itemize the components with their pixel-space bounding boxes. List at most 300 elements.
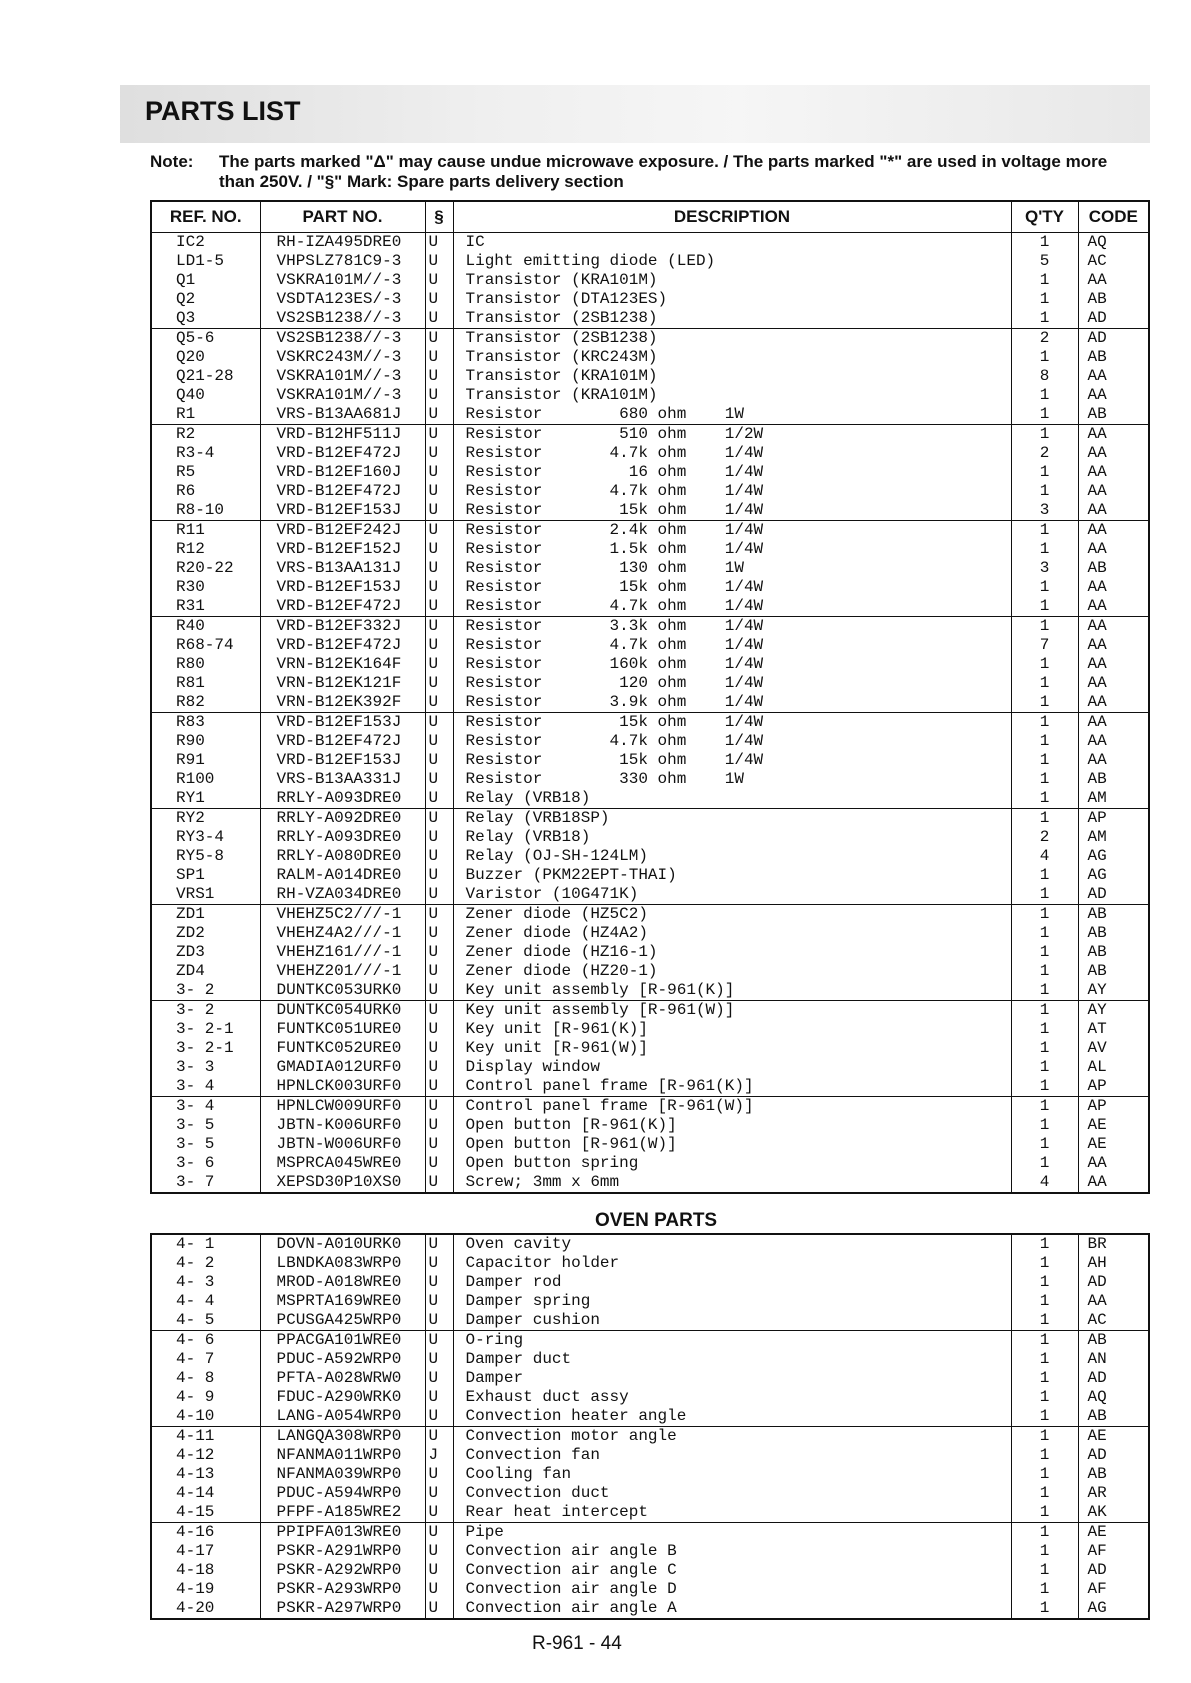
part-no-cell: DUNTKC053URK0	[260, 981, 425, 1001]
section-mark-cell: U	[425, 732, 453, 751]
ref-no-cell: 4- 3	[151, 1273, 260, 1292]
table-row	[151, 1001, 1149, 1021]
code-cell: AB	[1078, 1407, 1149, 1427]
part-no-cell: VS2SB1238//-3	[260, 309, 425, 329]
code-cell: AD	[1078, 309, 1149, 329]
section-mark-cell: U	[425, 1407, 453, 1427]
description-cell: Control panel frame [R-961(K)]	[453, 1077, 1011, 1097]
part-no-cell: VRD-B12EF160J	[260, 463, 425, 482]
section-mark-cell: U	[425, 1234, 453, 1254]
code-cell: AE	[1078, 1116, 1149, 1135]
part-no-cell: RH-VZA034DRE0	[260, 885, 425, 905]
section-mark-cell: U	[425, 597, 453, 617]
ref-no-cell: 3- 7	[151, 1173, 260, 1193]
qty-cell: 1	[1011, 981, 1078, 1001]
table-row	[151, 425, 1149, 445]
part-no-cell: PSKR-A291WRP0	[260, 1542, 425, 1561]
code-cell: AA	[1078, 617, 1149, 637]
table-row	[151, 1234, 1149, 1254]
part-no-cell: PFTA-A028WRW0	[260, 1369, 425, 1388]
part-no-cell: LANG-A054WRP0	[260, 1407, 425, 1427]
code-cell: AA	[1078, 271, 1149, 290]
qty-cell: 1	[1011, 1561, 1078, 1580]
table-row	[151, 444, 1149, 463]
table-row	[151, 981, 1149, 1001]
ref-no-cell: 3- 2-1	[151, 1020, 260, 1039]
table-row	[151, 521, 1149, 541]
part-no-cell: PSKR-A292WRP0	[260, 1561, 425, 1580]
table-row	[151, 1077, 1149, 1097]
description-cell: Key unit assembly [R-961(W)]	[453, 1001, 1011, 1021]
section-mark-cell: U	[425, 290, 453, 309]
code-cell: AT	[1078, 1020, 1149, 1039]
ref-no-cell: ZD1	[151, 905, 260, 925]
section-mark-cell: U	[425, 1427, 453, 1447]
ref-no-cell: 3- 6	[151, 1154, 260, 1173]
section-mark-cell: U	[425, 463, 453, 482]
code-cell: AB	[1078, 1465, 1149, 1484]
section-mark-cell: U	[425, 866, 453, 885]
section-mark-cell: U	[425, 693, 453, 713]
table-row	[151, 290, 1149, 309]
qty-cell: 1	[1011, 233, 1078, 253]
part-no-cell: JBTN-K006URF0	[260, 1116, 425, 1135]
description-cell: Capacitor holder	[453, 1254, 1011, 1273]
code-cell: AA	[1078, 444, 1149, 463]
part-no-cell: VRN-B12EK121F	[260, 674, 425, 693]
ref-no-cell: Q40	[151, 386, 260, 405]
ref-no-cell: 4- 9	[151, 1388, 260, 1407]
section-mark-cell: U	[425, 252, 453, 271]
part-no-cell: VRD-B12EF472J	[260, 636, 425, 655]
table-row	[151, 770, 1149, 789]
code-cell: AE	[1078, 1427, 1149, 1447]
table-row	[151, 713, 1149, 733]
description-cell: Screw; 3mm x 6mm	[453, 1173, 1011, 1193]
part-no-cell: VRN-B12EK392F	[260, 693, 425, 713]
table-row	[151, 1254, 1149, 1273]
part-no-cell: VRD-B12EF153J	[260, 751, 425, 770]
table-row	[151, 309, 1149, 329]
ref-no-cell: R1	[151, 405, 260, 425]
part-no-cell: PPIPFA013WRE0	[260, 1523, 425, 1543]
description-cell: Resistor 2.4k ohm 1/4W	[453, 521, 1011, 541]
section-mark-cell: U	[425, 636, 453, 655]
part-no-cell: VRD-B12EF152J	[260, 540, 425, 559]
part-no-cell: VS2SB1238//-3	[260, 329, 425, 349]
table-row	[151, 1058, 1149, 1077]
qty-cell: 1	[1011, 1116, 1078, 1135]
part-no-cell: VHEHZ201///-1	[260, 962, 425, 981]
section-mark-cell: U	[425, 713, 453, 733]
description-cell: Resistor 4.7k ohm 1/4W	[453, 732, 1011, 751]
part-no-cell: VHPSLZ781C9-3	[260, 252, 425, 271]
description-cell: Damper spring	[453, 1292, 1011, 1311]
note-label: Note:	[150, 152, 194, 171]
qty-cell: 1	[1011, 1001, 1078, 1021]
table-row	[151, 962, 1149, 981]
qty-cell: 2	[1011, 444, 1078, 463]
qty-cell: 1	[1011, 1058, 1078, 1077]
part-no-cell: LANGQA308WRP0	[260, 1427, 425, 1447]
oven-parts-table-body	[151, 1234, 1149, 1619]
section-mark-cell: U	[425, 1542, 453, 1561]
description-cell: Transistor (DTA123ES)	[453, 290, 1011, 309]
qty-cell: 1	[1011, 521, 1078, 541]
table-row	[151, 597, 1149, 617]
ref-no-cell: 4-19	[151, 1580, 260, 1599]
qty-cell: 1	[1011, 693, 1078, 713]
table-row	[151, 482, 1149, 501]
part-no-cell: DUNTKC054URK0	[260, 1001, 425, 1021]
code-cell: AP	[1078, 1097, 1149, 1117]
part-no-cell: XEPSD30P10XS0	[260, 1173, 425, 1193]
code-cell: AP	[1078, 809, 1149, 829]
description-cell: Resistor 4.7k ohm 1/4W	[453, 444, 1011, 463]
ref-no-cell: 4-10	[151, 1407, 260, 1427]
description-cell: Exhaust duct assy	[453, 1388, 1011, 1407]
description-cell: Resistor 120 ohm 1/4W	[453, 674, 1011, 693]
qty-cell: 1	[1011, 1039, 1078, 1058]
part-no-cell: NFANMA039WRP0	[260, 1465, 425, 1484]
table-row	[151, 1097, 1149, 1117]
code-cell: AG	[1078, 847, 1149, 866]
code-cell: AM	[1078, 828, 1149, 847]
table-row	[151, 405, 1149, 425]
table-row	[151, 1503, 1149, 1523]
part-no-cell: VRD-B12EF153J	[260, 713, 425, 733]
table-row	[151, 329, 1149, 349]
ref-no-cell: 4- 2	[151, 1254, 260, 1273]
description-cell: Convection fan	[453, 1446, 1011, 1465]
table-row	[151, 1350, 1149, 1369]
section-mark-cell: U	[425, 444, 453, 463]
part-no-cell: MSPRTA169WRE0	[260, 1292, 425, 1311]
description-cell: Damper	[453, 1369, 1011, 1388]
code-cell: AD	[1078, 329, 1149, 349]
table-row	[151, 1273, 1149, 1292]
ref-no-cell: Q2	[151, 290, 260, 309]
qty-cell: 1	[1011, 1331, 1078, 1351]
ref-no-cell: Q1	[151, 271, 260, 290]
section-mark-cell: U	[425, 962, 453, 981]
table-row	[151, 809, 1149, 829]
table-row	[151, 578, 1149, 597]
part-no-cell: FDUC-A290WRK0	[260, 1388, 425, 1407]
part-no-cell: VRD-B12EF472J	[260, 597, 425, 617]
description-cell: Buzzer (PKM22EPT-THAI)	[453, 866, 1011, 885]
part-no-cell: PSKR-A297WRP0	[260, 1599, 425, 1619]
table-row	[151, 540, 1149, 559]
qty-cell: 1	[1011, 386, 1078, 405]
qty-cell: 1	[1011, 1154, 1078, 1173]
code-cell: AQ	[1078, 1388, 1149, 1407]
part-no-cell: HPNLCW009URF0	[260, 1097, 425, 1117]
ref-no-cell: 4-11	[151, 1427, 260, 1447]
ref-no-cell: R40	[151, 617, 260, 637]
ref-no-cell: R6	[151, 482, 260, 501]
ref-no-cell: Q21-28	[151, 367, 260, 386]
code-cell: AA	[1078, 1173, 1149, 1193]
ref-no-cell: 4-14	[151, 1484, 260, 1503]
code-cell: AG	[1078, 866, 1149, 885]
code-cell: AY	[1078, 981, 1149, 1001]
part-no-cell: VSKRA101M//-3	[260, 367, 425, 386]
ref-no-cell: RY5-8	[151, 847, 260, 866]
qty-cell: 4	[1011, 1173, 1078, 1193]
part-no-cell: VHEHZ4A2///-1	[260, 924, 425, 943]
code-cell: AC	[1078, 252, 1149, 271]
page-title: PARTS LIST	[145, 96, 301, 126]
table-row	[151, 847, 1149, 866]
code-cell: AB	[1078, 924, 1149, 943]
description-cell: Convection air angle D	[453, 1580, 1011, 1599]
code-cell: AA	[1078, 674, 1149, 693]
qty-cell: 1	[1011, 1273, 1078, 1292]
code-cell: AL	[1078, 1058, 1149, 1077]
table-row	[151, 463, 1149, 482]
qty-cell: 1	[1011, 924, 1078, 943]
part-no-cell: GMADIA012URF0	[260, 1058, 425, 1077]
qty-cell: 1	[1011, 655, 1078, 674]
code-cell: AB	[1078, 290, 1149, 309]
qty-cell: 1	[1011, 1599, 1078, 1619]
ref-no-cell: 4-13	[151, 1465, 260, 1484]
qty-cell: 1	[1011, 1580, 1078, 1599]
qty-cell: 1	[1011, 674, 1078, 693]
qty-cell: 1	[1011, 1523, 1078, 1543]
qty-cell: 1	[1011, 1311, 1078, 1331]
code-cell: AD	[1078, 1273, 1149, 1292]
section-mark-cell: U	[425, 828, 453, 847]
table-row	[151, 1039, 1149, 1058]
qty-cell: 1	[1011, 770, 1078, 789]
description-cell: Display window	[453, 1058, 1011, 1077]
part-no-cell: VRD-B12EF472J	[260, 444, 425, 463]
ref-no-cell: RY1	[151, 789, 260, 809]
description-cell: Resistor 15k ohm 1/4W	[453, 713, 1011, 733]
ref-no-cell: VRS1	[151, 885, 260, 905]
qty-cell: 1	[1011, 1097, 1078, 1117]
ref-no-cell: Q3	[151, 309, 260, 329]
qty-cell: 1	[1011, 962, 1078, 981]
qty-cell: 1	[1011, 1292, 1078, 1311]
description-cell: Convection motor angle	[453, 1427, 1011, 1447]
part-no-cell: VRD-B12EF472J	[260, 482, 425, 501]
description-cell: Resistor 130 ohm 1W	[453, 559, 1011, 578]
part-no-cell: RRLY-A080DRE0	[260, 847, 425, 866]
code-cell: AA	[1078, 693, 1149, 713]
code-cell: AB	[1078, 348, 1149, 367]
section-mark-cell: U	[425, 885, 453, 905]
table-row	[151, 501, 1149, 521]
section-mark-cell: U	[425, 233, 453, 253]
ref-no-cell: 3- 5	[151, 1135, 260, 1154]
part-no-cell: VSKRA101M//-3	[260, 386, 425, 405]
code-header: CODE	[1078, 201, 1149, 233]
table-row	[151, 866, 1149, 885]
qty-cell: 1	[1011, 751, 1078, 770]
section-mark-cell: U	[425, 1599, 453, 1619]
description-cell: Resistor 15k ohm 1/4W	[453, 578, 1011, 597]
description-cell: Zener diode (HZ5C2)	[453, 905, 1011, 925]
part-no-cell: PSKR-A293WRP0	[260, 1580, 425, 1599]
code-cell: AB	[1078, 1331, 1149, 1351]
ref-no-cell: 4- 1	[151, 1234, 260, 1254]
description-cell: Varistor (10G471K)	[453, 885, 1011, 905]
ref-no-cell: R8-10	[151, 501, 260, 521]
section-mark-cell: U	[425, 1020, 453, 1039]
code-cell: AR	[1078, 1484, 1149, 1503]
section-mark-header: §	[425, 201, 453, 233]
code-cell: AB	[1078, 905, 1149, 925]
section-mark-cell: J	[425, 1446, 453, 1465]
ref-no-cell: R11	[151, 521, 260, 541]
code-cell: AB	[1078, 405, 1149, 425]
qty-cell: 2	[1011, 828, 1078, 847]
table-row	[151, 271, 1149, 290]
part-no-cell: VRD-B12HF511J	[260, 425, 425, 445]
code-cell: AA	[1078, 751, 1149, 770]
section-mark-cell: U	[425, 1077, 453, 1097]
part-no-cell: VSKRC243M//-3	[260, 348, 425, 367]
qty-cell: 1	[1011, 290, 1078, 309]
description-cell: Transistor (KRA101M)	[453, 271, 1011, 290]
table-row	[151, 693, 1149, 713]
qty-cell: 1	[1011, 1484, 1078, 1503]
part-no-cell: RRLY-A093DRE0	[260, 789, 425, 809]
code-cell: AA	[1078, 578, 1149, 597]
description-cell: Resistor 330 ohm 1W	[453, 770, 1011, 789]
part-no-cell: PDUC-A592WRP0	[260, 1350, 425, 1369]
description-cell: Convection air angle C	[453, 1561, 1011, 1580]
section-mark-cell: U	[425, 367, 453, 386]
table-row	[151, 559, 1149, 578]
ref-no-cell: 4- 6	[151, 1331, 260, 1351]
ref-no-cell: R90	[151, 732, 260, 751]
note-text: The parts marked "Δ" may cause undue microwave exposure. / The parts marked "*" are used in voltage more than 250V. / "§" Mark: Spare parts delivery section	[219, 152, 1108, 191]
description-cell: Resistor 1.5k ohm 1/4W	[453, 540, 1011, 559]
qty-cell: 1	[1011, 789, 1078, 809]
ref-no-cell: 3- 4	[151, 1097, 260, 1117]
qty-cell: 1	[1011, 1020, 1078, 1039]
qty-cell: 1	[1011, 617, 1078, 637]
table-row	[151, 1292, 1149, 1311]
section-mark-cell: U	[425, 271, 453, 290]
section-mark-cell: U	[425, 1135, 453, 1154]
part-no-cell: VRD-B12EF153J	[260, 578, 425, 597]
description-cell: Resistor 4.7k ohm 1/4W	[453, 482, 1011, 501]
part-no-cell: FUNTKC052URE0	[260, 1039, 425, 1058]
oven-parts-heading: OVEN PARTS	[595, 1210, 718, 1231]
description-cell: Cooling fan	[453, 1465, 1011, 1484]
qty-cell: 1	[1011, 1465, 1078, 1484]
table-row	[151, 1580, 1149, 1599]
description-cell: Resistor 3.9k ohm 1/4W	[453, 693, 1011, 713]
code-cell: AA	[1078, 501, 1149, 521]
qty-cell: 4	[1011, 847, 1078, 866]
description-cell: Relay (VRB18SP)	[453, 809, 1011, 829]
section-mark-cell: U	[425, 1097, 453, 1117]
description-cell: Open button [R-961(K)]	[453, 1116, 1011, 1135]
part-no-cell: VSDTA123ES/-3	[260, 290, 425, 309]
part-no-cell: MROD-A018WRE0	[260, 1273, 425, 1292]
table-row	[151, 1484, 1149, 1503]
qty-cell: 2	[1011, 329, 1078, 349]
section-mark-cell: U	[425, 1001, 453, 1021]
ref-no-cell: R30	[151, 578, 260, 597]
qty-cell: 1	[1011, 1254, 1078, 1273]
section-mark-cell: U	[425, 809, 453, 829]
qty-cell: 1	[1011, 309, 1078, 329]
qty-cell: 1	[1011, 809, 1078, 829]
description-cell: IC	[453, 233, 1011, 253]
part-no-cell: VRD-B12EF242J	[260, 521, 425, 541]
section-mark-cell: U	[425, 309, 453, 329]
ref-no-cell: R80	[151, 655, 260, 674]
section-mark-cell: U	[425, 1331, 453, 1351]
description-cell: Resistor 160k ohm 1/4W	[453, 655, 1011, 674]
table-row	[151, 367, 1149, 386]
section-mark-cell: U	[425, 1561, 453, 1580]
description-cell: Convection duct	[453, 1484, 1011, 1503]
table-row	[151, 348, 1149, 367]
qty-cell: 1	[1011, 348, 1078, 367]
code-cell: AB	[1078, 559, 1149, 578]
table-row	[151, 905, 1149, 925]
table-row	[151, 1599, 1149, 1619]
table-row	[151, 636, 1149, 655]
section-mark-cell: U	[425, 482, 453, 501]
ref-no-cell: 3- 3	[151, 1058, 260, 1077]
ref-no-cell: 4- 5	[151, 1311, 260, 1331]
part-no-cell: VRD-B12EF332J	[260, 617, 425, 637]
table-row	[151, 674, 1149, 693]
part-no-cell: FUNTKC051URE0	[260, 1020, 425, 1039]
section-mark-cell: U	[425, 559, 453, 578]
ref-no-cell: ZD3	[151, 943, 260, 962]
table-row	[151, 655, 1149, 674]
ref-no-cell: R68-74	[151, 636, 260, 655]
code-cell: AB	[1078, 943, 1149, 962]
ref-no-cell: R2	[151, 425, 260, 445]
ref-no-cell: 4-12	[151, 1446, 260, 1465]
qty-cell: 1	[1011, 271, 1078, 290]
part-no-header: PART NO.	[260, 201, 425, 233]
table-row	[151, 1542, 1149, 1561]
section-mark-cell: U	[425, 1273, 453, 1292]
code-cell: AA	[1078, 732, 1149, 751]
table-row	[151, 751, 1149, 770]
code-cell: AA	[1078, 655, 1149, 674]
ref-no-cell: Q5-6	[151, 329, 260, 349]
section-mark-cell: U	[425, 405, 453, 425]
part-no-cell: VRD-B12EF153J	[260, 501, 425, 521]
part-no-cell: VRS-B13AA131J	[260, 559, 425, 578]
description-cell: Rear heat intercept	[453, 1503, 1011, 1523]
section-mark-cell: U	[425, 1292, 453, 1311]
qty-header: Q'TY	[1011, 201, 1078, 233]
description-cell: Control panel frame [R-961(W)]	[453, 1097, 1011, 1117]
section-mark-cell: U	[425, 386, 453, 405]
table-row	[151, 1427, 1149, 1447]
section-mark-cell: U	[425, 1465, 453, 1484]
section-mark-cell: U	[425, 578, 453, 597]
section-mark-cell: U	[425, 1350, 453, 1369]
table-row	[151, 1154, 1149, 1173]
qty-cell: 1	[1011, 578, 1078, 597]
code-cell: AP	[1078, 1077, 1149, 1097]
